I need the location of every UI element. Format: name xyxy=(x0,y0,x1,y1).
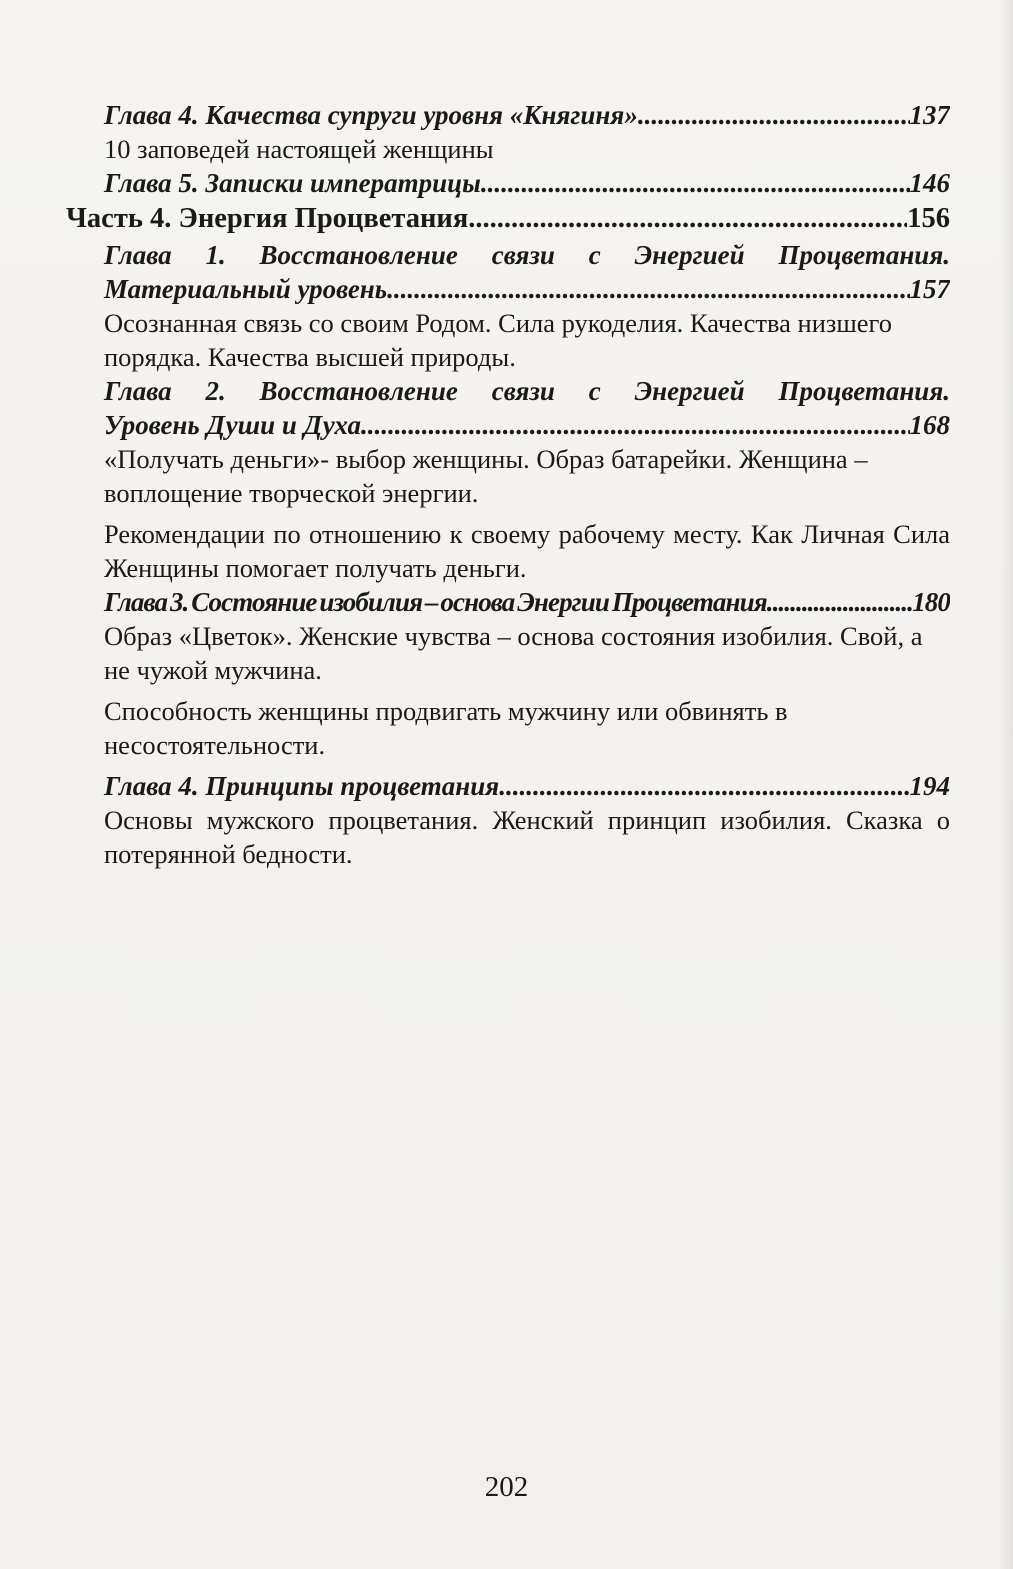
toc-leader-dots xyxy=(767,585,912,619)
toc-entry-title-line-1: Глава 2. Восстановление связи с Энергией Процветания. xyxy=(104,376,950,406)
toc-entry-part4-chapter-3 xyxy=(66,585,950,619)
toc-entry-title: Глава 4. Принципы процветания xyxy=(104,771,500,801)
toc-entry-title: Глава 5. Записки императрицы xyxy=(104,168,481,198)
toc-entry-description: Способность женщины продвигать мужчину или обвинять в несостоятельности. xyxy=(104,696,788,760)
toc-leader-dots xyxy=(361,408,909,442)
toc-part-title: Часть 4. Энергия Процветания. xyxy=(66,203,476,234)
toc-leader-dots xyxy=(387,272,909,306)
toc-part-page: 156 xyxy=(907,203,950,234)
toc-entry-part4-chapter-4 xyxy=(66,769,950,803)
toc-entry-part-4 xyxy=(66,200,950,238)
toc-entry-page: 194 xyxy=(909,771,950,801)
toc-entry-title-line-1: Глава 1. Восстановление связи с Энергией Процветания. xyxy=(104,240,950,270)
table-of-contents xyxy=(66,98,950,871)
toc-entry-page: 168 xyxy=(909,410,950,440)
toc-entry-title-line-2: Материальный уровень xyxy=(104,274,388,304)
toc-entry-part4-chapter-1 xyxy=(66,238,950,272)
toc-entry-page: 157 xyxy=(909,274,950,304)
toc-leader-dots xyxy=(475,200,907,238)
toc-entry-description: «Получать деньги»- выбор женщины. Образ батарейки. Женщина – воплощение творческой энергии. xyxy=(104,444,868,508)
toc-entry-title: Глава 3. Состояние изобилия – основа Энергии Процветания xyxy=(104,587,767,617)
toc-entry-description: Осознанная связь со своим Родом. Сила рукоделия. Качества низшего порядка. Качества высшей природы. xyxy=(104,308,893,372)
toc-leader-dots xyxy=(638,98,910,132)
toc-entry-page: 146 xyxy=(909,168,950,198)
toc-entry-part4-chapter-1-cont xyxy=(66,272,950,306)
toc-entry-description: 10 заповедей настоящей женщины xyxy=(104,134,494,164)
toc-entry-title: Глава 4. Качества супруги уровня «Княгиня» xyxy=(104,100,638,130)
toc-entry-description: Образ «Цветок». Женские чувства – основа состояния изобилия. Свой, а не чужой мужчина. xyxy=(104,621,923,685)
toc-leader-dots xyxy=(481,166,910,200)
toc-entry-description: Рекомендации по отношению к своему рабочему месту. Как Личная Сила Женщины помогает получать деньги. xyxy=(104,519,950,583)
toc-leader-dots xyxy=(499,769,909,803)
toc-entry-page: 137 xyxy=(909,100,950,130)
toc-entry-title-line-2: Уровень Души и Духа xyxy=(104,410,362,440)
toc-entry-chapter-4 xyxy=(66,98,950,132)
toc-entry-part4-chapter-2-cont xyxy=(66,408,950,442)
toc-entry-description: Основы мужского процветания. Женский принцип изобилия. Сказка о потерянной бедности. xyxy=(104,805,950,869)
toc-entry-part4-chapter-2 xyxy=(66,374,950,408)
toc-entry-page: 180 xyxy=(912,587,950,617)
page-number: 202 xyxy=(484,1471,529,1503)
toc-entry-chapter-5 xyxy=(66,166,950,200)
